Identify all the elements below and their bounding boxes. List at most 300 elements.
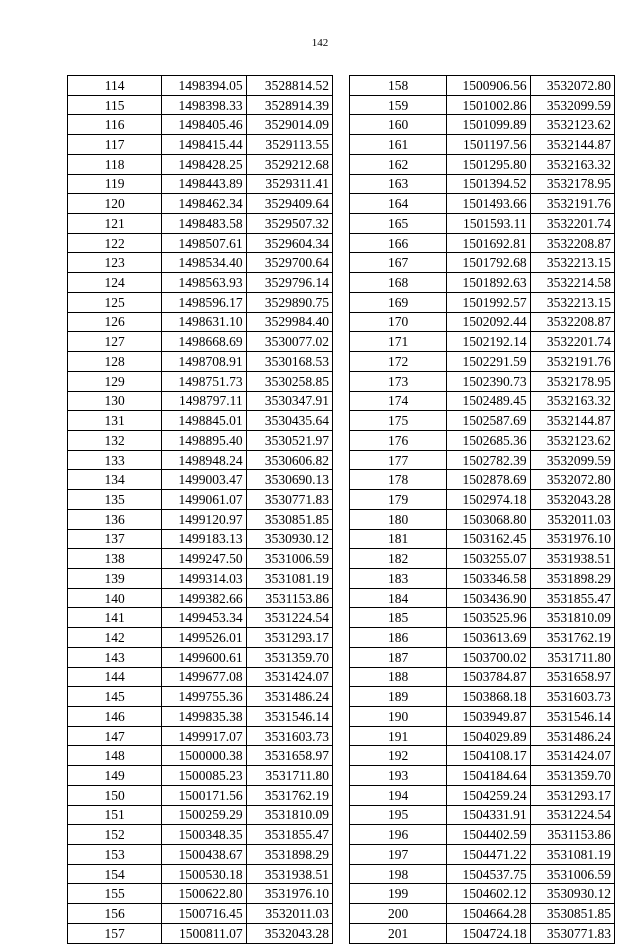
point-number-cell: 178 bbox=[350, 470, 447, 490]
point-number-cell: 186 bbox=[350, 628, 447, 648]
x-coordinate-cell: 1498797.11 bbox=[162, 391, 246, 411]
y-coordinate-cell: 3532072.80 bbox=[530, 76, 614, 96]
table-row bbox=[350, 332, 615, 352]
x-coordinate-cell: 1503436.90 bbox=[447, 588, 530, 608]
x-coordinate-cell: 1504259.24 bbox=[447, 785, 530, 805]
y-coordinate-cell: 3532123.62 bbox=[530, 115, 614, 135]
y-coordinate-cell: 3532208.87 bbox=[530, 312, 614, 332]
x-coordinate-cell: 1501197.56 bbox=[447, 135, 530, 155]
x-coordinate-cell: 1498845.01 bbox=[162, 411, 246, 431]
point-number-cell: 165 bbox=[350, 214, 447, 234]
y-coordinate-cell: 3529311.41 bbox=[246, 174, 332, 194]
x-coordinate-cell: 1499755.36 bbox=[162, 687, 246, 707]
point-number-cell: 142 bbox=[68, 628, 162, 648]
y-coordinate-cell: 3529700.64 bbox=[246, 253, 332, 273]
table-row bbox=[350, 154, 615, 174]
table-row bbox=[350, 391, 615, 411]
point-number-cell: 115 bbox=[68, 95, 162, 115]
x-coordinate-cell: 1500622.80 bbox=[162, 884, 246, 904]
table-row bbox=[350, 76, 615, 96]
page-number: 142 bbox=[311, 37, 329, 49]
x-coordinate-cell: 1498708.91 bbox=[162, 352, 246, 372]
table-row bbox=[68, 273, 333, 293]
table-row bbox=[350, 864, 615, 884]
table-row bbox=[68, 411, 333, 431]
point-number-cell: 122 bbox=[68, 233, 162, 253]
point-number-cell: 177 bbox=[350, 450, 447, 470]
point-number-cell: 155 bbox=[68, 884, 162, 904]
x-coordinate-cell: 1501792.68 bbox=[447, 253, 530, 273]
x-coordinate-cell: 1500348.35 bbox=[162, 825, 246, 845]
x-coordinate-cell: 1498483.58 bbox=[162, 214, 246, 234]
y-coordinate-cell: 3531546.14 bbox=[530, 707, 614, 727]
x-coordinate-cell: 1504664.28 bbox=[447, 904, 530, 924]
point-number-cell: 173 bbox=[350, 371, 447, 391]
y-coordinate-cell: 3531224.54 bbox=[246, 608, 332, 628]
y-coordinate-cell: 3531424.07 bbox=[530, 746, 614, 766]
y-coordinate-cell: 3531293.17 bbox=[530, 785, 614, 805]
table-row bbox=[68, 214, 333, 234]
point-number-cell: 181 bbox=[350, 529, 447, 549]
point-number-cell: 145 bbox=[68, 687, 162, 707]
y-coordinate-cell: 3531938.51 bbox=[530, 549, 614, 569]
x-coordinate-cell: 1503068.80 bbox=[447, 509, 530, 529]
y-coordinate-cell: 3530258.85 bbox=[246, 371, 332, 391]
y-coordinate-cell: 3531546.14 bbox=[246, 707, 332, 727]
point-number-cell: 163 bbox=[350, 174, 447, 194]
table-row bbox=[68, 430, 333, 450]
table-row bbox=[68, 529, 333, 549]
point-number-cell: 151 bbox=[68, 805, 162, 825]
point-number-cell: 143 bbox=[68, 647, 162, 667]
point-number-cell: 127 bbox=[68, 332, 162, 352]
y-coordinate-cell: 3532208.87 bbox=[530, 233, 614, 253]
x-coordinate-cell: 1500259.29 bbox=[162, 805, 246, 825]
table-row bbox=[68, 253, 333, 273]
table-row bbox=[350, 214, 615, 234]
table-row bbox=[68, 825, 333, 845]
x-coordinate-cell: 1504724.18 bbox=[447, 923, 530, 943]
y-coordinate-cell: 3531810.09 bbox=[246, 805, 332, 825]
point-number-cell: 188 bbox=[350, 667, 447, 687]
table-row bbox=[68, 312, 333, 332]
y-coordinate-cell: 3532191.76 bbox=[530, 352, 614, 372]
y-coordinate-cell: 3531938.51 bbox=[246, 864, 332, 884]
table-row bbox=[68, 450, 333, 470]
y-coordinate-cell: 3531081.19 bbox=[246, 568, 332, 588]
x-coordinate-cell: 1500085.23 bbox=[162, 766, 246, 786]
point-number-cell: 174 bbox=[350, 391, 447, 411]
y-coordinate-cell: 3532011.03 bbox=[530, 509, 614, 529]
x-coordinate-cell: 1500906.56 bbox=[447, 76, 530, 96]
x-coordinate-cell: 1499247.50 bbox=[162, 549, 246, 569]
y-coordinate-cell: 3531424.07 bbox=[246, 667, 332, 687]
point-number-cell: 192 bbox=[350, 746, 447, 766]
table-row bbox=[350, 115, 615, 135]
y-coordinate-cell: 3529984.40 bbox=[246, 312, 332, 332]
table-row bbox=[350, 647, 615, 667]
coordinates-table-left bbox=[67, 75, 333, 944]
x-coordinate-cell: 1502092.44 bbox=[447, 312, 530, 332]
point-number-cell: 201 bbox=[350, 923, 447, 943]
y-coordinate-cell: 3528814.52 bbox=[246, 76, 332, 96]
point-number-cell: 161 bbox=[350, 135, 447, 155]
y-coordinate-cell: 3532144.87 bbox=[530, 411, 614, 431]
x-coordinate-cell: 1500438.67 bbox=[162, 845, 246, 865]
point-number-cell: 157 bbox=[68, 923, 162, 943]
table-row bbox=[68, 490, 333, 510]
x-coordinate-cell: 1499526.01 bbox=[162, 628, 246, 648]
point-number-cell: 120 bbox=[68, 194, 162, 214]
y-coordinate-cell: 3531486.24 bbox=[530, 726, 614, 746]
x-coordinate-cell: 1503255.07 bbox=[447, 549, 530, 569]
table-row bbox=[350, 470, 615, 490]
x-coordinate-cell: 1498751.73 bbox=[162, 371, 246, 391]
y-coordinate-cell: 3532213.15 bbox=[530, 292, 614, 312]
point-number-cell: 164 bbox=[350, 194, 447, 214]
x-coordinate-cell: 1498507.61 bbox=[162, 233, 246, 253]
y-coordinate-cell: 3529604.34 bbox=[246, 233, 332, 253]
x-coordinate-cell: 1504331.91 bbox=[447, 805, 530, 825]
point-number-cell: 166 bbox=[350, 233, 447, 253]
table-row bbox=[68, 647, 333, 667]
x-coordinate-cell: 1501692.81 bbox=[447, 233, 530, 253]
y-coordinate-cell: 3532099.59 bbox=[530, 450, 614, 470]
y-coordinate-cell: 3531711.80 bbox=[530, 647, 614, 667]
y-coordinate-cell: 3530347.91 bbox=[246, 391, 332, 411]
table-row bbox=[68, 805, 333, 825]
coordinates-table-left-body bbox=[68, 76, 333, 944]
table-row bbox=[350, 194, 615, 214]
x-coordinate-cell: 1500530.18 bbox=[162, 864, 246, 884]
y-coordinate-cell: 3531153.86 bbox=[530, 825, 614, 845]
y-coordinate-cell: 3531976.10 bbox=[246, 884, 332, 904]
y-coordinate-cell: 3532099.59 bbox=[530, 95, 614, 115]
y-coordinate-cell: 3530521.97 bbox=[246, 430, 332, 450]
x-coordinate-cell: 1500171.56 bbox=[162, 785, 246, 805]
point-number-cell: 123 bbox=[68, 253, 162, 273]
x-coordinate-cell: 1500716.45 bbox=[162, 904, 246, 924]
y-coordinate-cell: 3529014.09 bbox=[246, 115, 332, 135]
point-number-cell: 199 bbox=[350, 884, 447, 904]
x-coordinate-cell: 1503868.18 bbox=[447, 687, 530, 707]
x-coordinate-cell: 1498394.05 bbox=[162, 76, 246, 96]
table-row bbox=[68, 470, 333, 490]
table-row bbox=[68, 352, 333, 372]
point-number-cell: 148 bbox=[68, 746, 162, 766]
y-coordinate-cell: 3529796.14 bbox=[246, 273, 332, 293]
y-coordinate-cell: 3532178.95 bbox=[530, 371, 614, 391]
table-row bbox=[350, 588, 615, 608]
table-row bbox=[350, 687, 615, 707]
point-number-cell: 144 bbox=[68, 667, 162, 687]
table-row bbox=[68, 135, 333, 155]
table-row bbox=[68, 154, 333, 174]
table-row bbox=[68, 174, 333, 194]
point-number-cell: 114 bbox=[68, 76, 162, 96]
x-coordinate-cell: 1504537.75 bbox=[447, 864, 530, 884]
y-coordinate-cell: 3529890.75 bbox=[246, 292, 332, 312]
table-row bbox=[68, 233, 333, 253]
table-row bbox=[350, 411, 615, 431]
table-row bbox=[350, 135, 615, 155]
x-coordinate-cell: 1502587.69 bbox=[447, 411, 530, 431]
table-row bbox=[350, 726, 615, 746]
y-coordinate-cell: 3532043.28 bbox=[530, 490, 614, 510]
table-row bbox=[68, 667, 333, 687]
point-number-cell: 170 bbox=[350, 312, 447, 332]
y-coordinate-cell: 3531658.97 bbox=[246, 746, 332, 766]
x-coordinate-cell: 1499003.47 bbox=[162, 470, 246, 490]
point-number-cell: 176 bbox=[350, 430, 447, 450]
table-row bbox=[350, 174, 615, 194]
x-coordinate-cell: 1503162.45 bbox=[447, 529, 530, 549]
y-coordinate-cell: 3529113.55 bbox=[246, 135, 332, 155]
y-coordinate-cell: 3531006.59 bbox=[246, 549, 332, 569]
point-number-cell: 137 bbox=[68, 529, 162, 549]
y-coordinate-cell: 3531006.59 bbox=[530, 864, 614, 884]
point-number-cell: 189 bbox=[350, 687, 447, 707]
table-row bbox=[68, 509, 333, 529]
table-row bbox=[68, 292, 333, 312]
point-number-cell: 125 bbox=[68, 292, 162, 312]
table-row bbox=[68, 746, 333, 766]
table-row bbox=[350, 568, 615, 588]
y-coordinate-cell: 3531762.19 bbox=[246, 785, 332, 805]
y-coordinate-cell: 3532213.15 bbox=[530, 253, 614, 273]
point-number-cell: 180 bbox=[350, 509, 447, 529]
y-coordinate-cell: 3530168.53 bbox=[246, 352, 332, 372]
x-coordinate-cell: 1503700.02 bbox=[447, 647, 530, 667]
point-number-cell: 184 bbox=[350, 588, 447, 608]
table-row bbox=[350, 667, 615, 687]
point-number-cell: 116 bbox=[68, 115, 162, 135]
table-row bbox=[350, 371, 615, 391]
table-row bbox=[68, 884, 333, 904]
x-coordinate-cell: 1498948.24 bbox=[162, 450, 246, 470]
point-number-cell: 153 bbox=[68, 845, 162, 865]
x-coordinate-cell: 1502878.69 bbox=[447, 470, 530, 490]
x-coordinate-cell: 1502489.45 bbox=[447, 391, 530, 411]
table-row bbox=[350, 95, 615, 115]
table-row bbox=[350, 509, 615, 529]
x-coordinate-cell: 1503949.87 bbox=[447, 707, 530, 727]
y-coordinate-cell: 3532201.74 bbox=[530, 332, 614, 352]
table-row bbox=[68, 115, 333, 135]
table-row bbox=[68, 864, 333, 884]
x-coordinate-cell: 1499917.07 bbox=[162, 726, 246, 746]
point-number-cell: 187 bbox=[350, 647, 447, 667]
y-coordinate-cell: 3531855.47 bbox=[530, 588, 614, 608]
point-number-cell: 191 bbox=[350, 726, 447, 746]
y-coordinate-cell: 3529212.68 bbox=[246, 154, 332, 174]
x-coordinate-cell: 1498415.44 bbox=[162, 135, 246, 155]
x-coordinate-cell: 1498428.25 bbox=[162, 154, 246, 174]
y-coordinate-cell: 3531810.09 bbox=[530, 608, 614, 628]
point-number-cell: 171 bbox=[350, 332, 447, 352]
x-coordinate-cell: 1501002.86 bbox=[447, 95, 530, 115]
y-coordinate-cell: 3529507.32 bbox=[246, 214, 332, 234]
point-number-cell: 139 bbox=[68, 568, 162, 588]
y-coordinate-cell: 3531293.17 bbox=[246, 628, 332, 648]
table-row bbox=[68, 371, 333, 391]
table-row bbox=[68, 766, 333, 786]
x-coordinate-cell: 1504184.64 bbox=[447, 766, 530, 786]
y-coordinate-cell: 3531603.73 bbox=[530, 687, 614, 707]
y-coordinate-cell: 3531603.73 bbox=[246, 726, 332, 746]
table-row bbox=[350, 312, 615, 332]
x-coordinate-cell: 1498534.40 bbox=[162, 253, 246, 273]
x-coordinate-cell: 1501099.89 bbox=[447, 115, 530, 135]
table-row bbox=[68, 785, 333, 805]
x-coordinate-cell: 1499120.97 bbox=[162, 509, 246, 529]
y-coordinate-cell: 3531153.86 bbox=[246, 588, 332, 608]
x-coordinate-cell: 1503525.96 bbox=[447, 608, 530, 628]
table-row bbox=[350, 845, 615, 865]
point-number-cell: 128 bbox=[68, 352, 162, 372]
table-row bbox=[350, 490, 615, 510]
y-coordinate-cell: 3532163.32 bbox=[530, 154, 614, 174]
y-coordinate-cell: 3530690.13 bbox=[246, 470, 332, 490]
x-coordinate-cell: 1498398.33 bbox=[162, 95, 246, 115]
y-coordinate-cell: 3532072.80 bbox=[530, 470, 614, 490]
table-row bbox=[350, 549, 615, 569]
table-row bbox=[68, 687, 333, 707]
table-row bbox=[68, 332, 333, 352]
y-coordinate-cell: 3531658.97 bbox=[530, 667, 614, 687]
x-coordinate-cell: 1502782.39 bbox=[447, 450, 530, 470]
coordinates-table-right-body bbox=[350, 76, 615, 944]
point-number-cell: 198 bbox=[350, 864, 447, 884]
x-coordinate-cell: 1498895.40 bbox=[162, 430, 246, 450]
y-coordinate-cell: 3530851.85 bbox=[246, 509, 332, 529]
x-coordinate-cell: 1499835.38 bbox=[162, 707, 246, 727]
table-row bbox=[68, 707, 333, 727]
point-number-cell: 132 bbox=[68, 430, 162, 450]
x-coordinate-cell: 1498596.17 bbox=[162, 292, 246, 312]
y-coordinate-cell: 3531224.54 bbox=[530, 805, 614, 825]
y-coordinate-cell: 3532144.87 bbox=[530, 135, 614, 155]
point-number-cell: 168 bbox=[350, 273, 447, 293]
point-number-cell: 149 bbox=[68, 766, 162, 786]
point-number-cell: 140 bbox=[68, 588, 162, 608]
x-coordinate-cell: 1500811.07 bbox=[162, 923, 246, 943]
x-coordinate-cell: 1499061.07 bbox=[162, 490, 246, 510]
point-number-cell: 167 bbox=[350, 253, 447, 273]
y-coordinate-cell: 3530930.12 bbox=[246, 529, 332, 549]
y-coordinate-cell: 3532191.76 bbox=[530, 194, 614, 214]
y-coordinate-cell: 3531486.24 bbox=[246, 687, 332, 707]
y-coordinate-cell: 3531081.19 bbox=[530, 845, 614, 865]
y-coordinate-cell: 3532214.58 bbox=[530, 273, 614, 293]
point-number-cell: 194 bbox=[350, 785, 447, 805]
x-coordinate-cell: 1502974.18 bbox=[447, 490, 530, 510]
point-number-cell: 146 bbox=[68, 707, 162, 727]
table-row bbox=[68, 845, 333, 865]
y-coordinate-cell: 3531898.29 bbox=[246, 845, 332, 865]
point-number-cell: 175 bbox=[350, 411, 447, 431]
point-number-cell: 150 bbox=[68, 785, 162, 805]
x-coordinate-cell: 1501493.66 bbox=[447, 194, 530, 214]
x-coordinate-cell: 1500000.38 bbox=[162, 746, 246, 766]
table-row bbox=[68, 568, 333, 588]
x-coordinate-cell: 1504029.89 bbox=[447, 726, 530, 746]
table-row bbox=[68, 76, 333, 96]
x-coordinate-cell: 1498462.34 bbox=[162, 194, 246, 214]
point-number-cell: 200 bbox=[350, 904, 447, 924]
point-number-cell: 134 bbox=[68, 470, 162, 490]
y-coordinate-cell: 3530077.02 bbox=[246, 332, 332, 352]
table-row bbox=[68, 628, 333, 648]
point-number-cell: 197 bbox=[350, 845, 447, 865]
table-row bbox=[350, 707, 615, 727]
table-row bbox=[350, 746, 615, 766]
y-coordinate-cell: 3532123.62 bbox=[530, 430, 614, 450]
table-row bbox=[68, 608, 333, 628]
y-coordinate-cell: 3531711.80 bbox=[246, 766, 332, 786]
point-number-cell: 172 bbox=[350, 352, 447, 372]
table-row bbox=[350, 923, 615, 943]
point-number-cell: 162 bbox=[350, 154, 447, 174]
table-row bbox=[350, 529, 615, 549]
point-number-cell: 136 bbox=[68, 509, 162, 529]
x-coordinate-cell: 1499314.03 bbox=[162, 568, 246, 588]
point-number-cell: 152 bbox=[68, 825, 162, 845]
x-coordinate-cell: 1499600.61 bbox=[162, 647, 246, 667]
point-number-cell: 118 bbox=[68, 154, 162, 174]
x-coordinate-cell: 1501892.63 bbox=[447, 273, 530, 293]
point-number-cell: 129 bbox=[68, 371, 162, 391]
y-coordinate-cell: 3531762.19 bbox=[530, 628, 614, 648]
point-number-cell: 138 bbox=[68, 549, 162, 569]
point-number-cell: 159 bbox=[350, 95, 447, 115]
x-coordinate-cell: 1504602.12 bbox=[447, 884, 530, 904]
y-coordinate-cell: 3531359.70 bbox=[530, 766, 614, 786]
point-number-cell: 185 bbox=[350, 608, 447, 628]
y-coordinate-cell: 3529409.64 bbox=[246, 194, 332, 214]
y-coordinate-cell: 3532178.95 bbox=[530, 174, 614, 194]
x-coordinate-cell: 1501295.80 bbox=[447, 154, 530, 174]
x-coordinate-cell: 1502390.73 bbox=[447, 371, 530, 391]
x-coordinate-cell: 1499677.08 bbox=[162, 667, 246, 687]
x-coordinate-cell: 1499183.13 bbox=[162, 529, 246, 549]
point-number-cell: 130 bbox=[68, 391, 162, 411]
y-coordinate-cell: 3530435.64 bbox=[246, 411, 332, 431]
y-coordinate-cell: 3532163.32 bbox=[530, 391, 614, 411]
x-coordinate-cell: 1499453.34 bbox=[162, 608, 246, 628]
y-coordinate-cell: 3531898.29 bbox=[530, 568, 614, 588]
table-row bbox=[68, 588, 333, 608]
point-number-cell: 158 bbox=[350, 76, 447, 96]
y-coordinate-cell: 3532201.74 bbox=[530, 214, 614, 234]
point-number-cell: 160 bbox=[350, 115, 447, 135]
table-row bbox=[350, 253, 615, 273]
y-coordinate-cell: 3531359.70 bbox=[246, 647, 332, 667]
table-row bbox=[350, 904, 615, 924]
x-coordinate-cell: 1498668.69 bbox=[162, 332, 246, 352]
x-coordinate-cell: 1501593.11 bbox=[447, 214, 530, 234]
y-coordinate-cell: 3531976.10 bbox=[530, 529, 614, 549]
table-row bbox=[68, 904, 333, 924]
table-row bbox=[68, 923, 333, 943]
x-coordinate-cell: 1501394.52 bbox=[447, 174, 530, 194]
x-coordinate-cell: 1503346.58 bbox=[447, 568, 530, 588]
x-coordinate-cell: 1502192.14 bbox=[447, 332, 530, 352]
coordinates-table-right bbox=[349, 75, 615, 944]
table-row bbox=[350, 352, 615, 372]
y-coordinate-cell: 3530771.83 bbox=[530, 923, 614, 943]
table-row bbox=[68, 726, 333, 746]
